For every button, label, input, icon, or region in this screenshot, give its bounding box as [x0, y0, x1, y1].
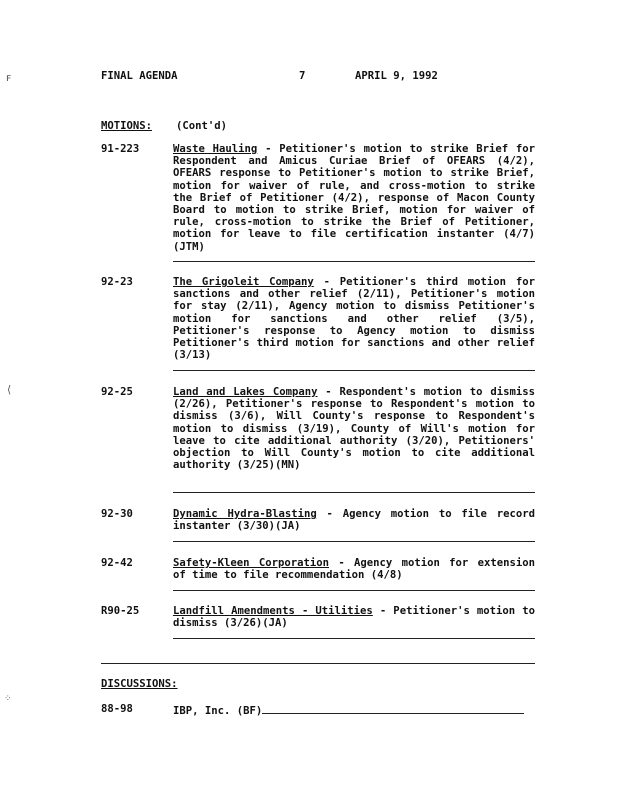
- case-number: 92-25: [101, 386, 133, 398]
- section-divider: [101, 663, 535, 664]
- case-title: The Grigoleit Company: [173, 276, 314, 288]
- divider-rule: [173, 638, 535, 639]
- case-number: R90-25: [101, 605, 140, 617]
- divider-rule: [173, 370, 535, 371]
- motion-description: - Petitioner's motion to strike Brief for Respondent and Amicus Curiae Brief of OFEARS (4/2), OFEARS response to Petitioner's motion to strike Brief, motion for waiver of rule, and cross-motion to strike the Brief of Petitioner (4/2), response of Macon County Board to motion to strike Brief, motion for waiver of rule, cross-motion to strike the Brief of Petitioner, motion for leave to file certification instanter (4/7)(JTM): [173, 143, 536, 253]
- page-number: 7: [299, 70, 306, 82]
- motion-entry: [173, 276, 535, 361]
- discussion-description: IBP, Inc. (BF): [173, 705, 263, 717]
- continued-label: (Cont'd): [176, 120, 228, 132]
- motion-description: - Agency motion to file record instanter (3/30)(JA): [173, 508, 535, 533]
- motions-heading: MOTIONS:: [101, 120, 153, 132]
- margin-mark: ⟨: [6, 384, 13, 396]
- case-number: 88-98: [101, 703, 133, 715]
- motion-entry: [173, 605, 535, 629]
- divider-rule: [173, 492, 535, 493]
- margin-mark: ꜰ: [6, 72, 12, 84]
- margin-mark: ⁘: [4, 694, 12, 704]
- case-number: 92-23: [101, 276, 133, 288]
- motion-description: - Agency motion for extension of time to file recommendation (4/8): [173, 557, 536, 582]
- case-number: 92-42: [101, 557, 133, 569]
- motion-entry: [173, 143, 535, 253]
- agenda-title: FINAL AGENDA: [101, 70, 178, 82]
- case-title: Landfill Amendments - Utilities: [173, 605, 373, 617]
- case-title: Waste Hauling: [173, 143, 258, 155]
- case-title: Safety-Kleen Corporation: [173, 557, 330, 569]
- agenda-date: APRIL 9, 1992: [355, 70, 438, 82]
- case-title: Dynamic Hydra-Blasting: [173, 508, 317, 520]
- case-number: 91-223: [101, 143, 140, 155]
- divider-rule: [173, 261, 535, 262]
- motion-description: - Petitioner's motion to dismiss (3/26)(JA): [173, 605, 536, 630]
- discussion-entry: [173, 703, 535, 717]
- motion-description: - Petitioner's third motion for sanctions and other relief (2/11), Petitioner's motion for stay (2/11), Agency motion to dismiss Petitioner's motion for sanctions and other relief (3/5), Petitioner's response to Agency motion to dismiss Petitioner's third motion for sanctions and other relief (3/13): [173, 276, 535, 362]
- case-number: 92-30: [101, 508, 133, 520]
- motion-description: - Respondent's motion to dismiss (2/26), Petitioner's response to Respondent's motion to dismiss (3/6), Will County's response to Respondent's motion to dismiss (3/19), County of Will's motion for leave to cite additional authority (3/20), Petitioners' objection to Will County's motion to cite additional authority (3/25)(MN): [173, 386, 535, 472]
- discussions-heading: DISCUSSIONS:: [101, 678, 178, 690]
- case-title: Land and Lakes Company: [173, 386, 318, 398]
- motion-entry: [173, 557, 535, 581]
- motion-entry: [173, 508, 535, 532]
- divider-rule: [173, 541, 535, 542]
- blank-fill-line: [262, 703, 524, 714]
- motion-entry: [173, 386, 535, 471]
- divider-rule: [173, 590, 535, 591]
